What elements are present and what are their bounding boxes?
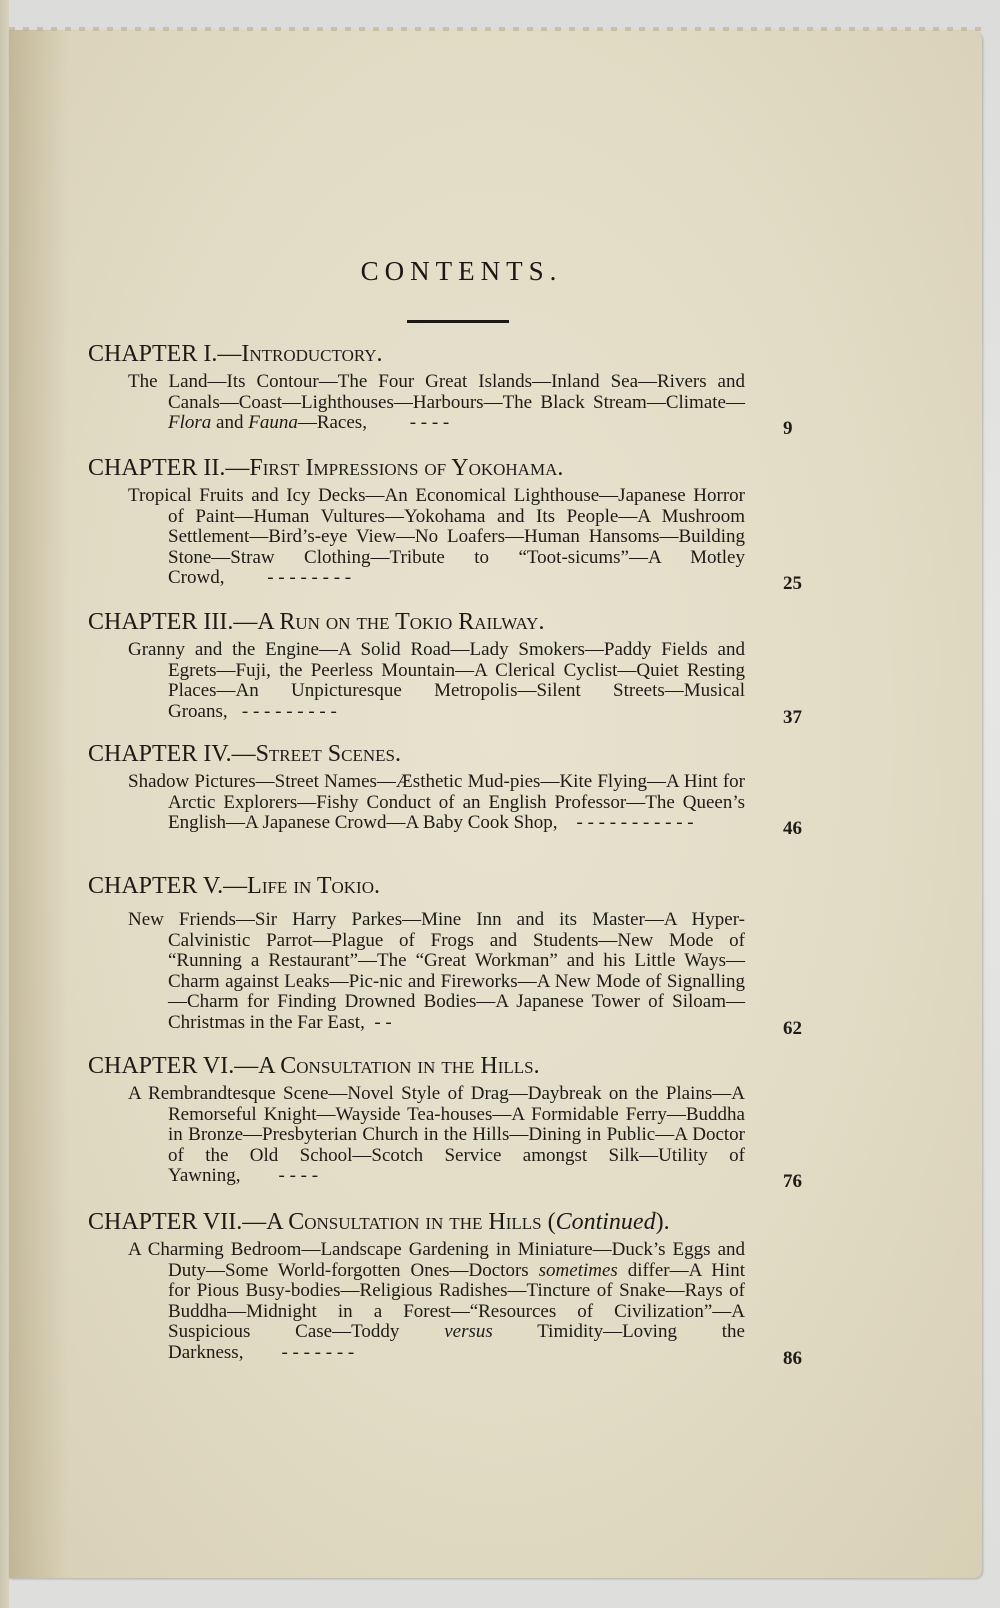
summary-text: and [211,412,249,433]
title-rule [407,320,509,323]
dot-leaders: - - - - - - - - - [241,700,337,722]
chapter-summary [128,371,793,439]
summary-text: —Races, [297,412,367,433]
chapter-title: A Run on the Tokio Railway. [257,609,545,635]
book-spine-edge [0,0,9,1608]
summary-text: New Friends—Sir Harry Parkes—Mine Inn and its Master—A Hyper-Calvinistic Parrot—Plague of Frogs and Students—New Mode of “Running a Restaurant”—The “Great Workman” and his Little Ways—Charm against Leaks—Pic-nic and Fireworks—A New Mode of Signalling—Charm for Finding Drowned Bodies—A Japanese Tower of Siloam—Christmas in the Far East, [128,909,745,1033]
page-title: CONTENTS. [360,256,563,286]
chapter-heading: CHAPTER V.—Life in Tokio. [88,873,380,899]
chapter-title: Life in Tokio. [247,873,380,899]
chapter-entry [88,608,848,728]
dot-leaders: - - - - [409,412,450,433]
chapter-summary [128,1083,802,1192]
chapter-entry [88,872,848,1039]
summary-text: The Land—Its Contour—The Four Great Islands—Inland Sea—Rivers and Canals—Coast—Lighthouses—Harbours—The Black Stream—Climate— [128,371,745,413]
chapter-number: CHAPTER II. [88,455,226,481]
summary-text: Timidity—Loving the Darkness, [168,1321,745,1363]
summary-italic: sometimes [538,1259,618,1281]
chapter-number: CHAPTER IV. [88,741,232,767]
chapter-heading: CHAPTER I.—Introductory. [88,341,383,367]
book-page [9,30,982,1578]
page-number: 86 [783,1347,802,1369]
chapter-heading: CHAPTER III.—A Run on the Tokio Railway. [88,609,545,635]
chapter-heading: CHAPTER VI.—A Consultation in the Hills. [88,1053,540,1079]
chapter-entry [88,340,848,439]
summary-text: A Rembrandtesque Scene—Novel Style of Drag—Daybreak on the Plains—A Remorseful Knight—Wayside Tea-houses—A Formidable Ferry—Buddha in Bronze—Presbyterian Church in the Hills—Dining in Public—A Doctor of the Old School—Scotch Service amongst Silk—Utility of Yawning, [128,1083,745,1186]
dot-leaders: - - - - - - - - - - - [576,812,694,833]
chapter-number: CHAPTER I. [88,341,218,367]
chapter-heading: CHAPTER VII.—A Consultation in the Hills (Continued). [88,1209,670,1235]
summary-italic: Flora [168,412,212,433]
chapter-entry [88,454,848,594]
chapter-summary [128,485,802,594]
chapter-number: CHAPTER VI. [88,1053,235,1079]
chapter-title: First Impressions of Yokohama. [249,455,564,481]
chapter-title-suffix: Continued [555,1209,656,1235]
dot-leaders: - - - - - - - [281,1341,355,1363]
chapter-entry [88,1052,848,1192]
page-number: 37 [783,706,802,728]
summary-text: differ—A Hint for Pious Busy-bodies—Religious Radishes—Tincture of Snake—Rays of Buddha—Midnight in a Forest—“Resources of Civilization”—A Suspicious Case—Toddy [168,1259,745,1342]
chapter-title: A Consultation in the Hills. [258,1053,540,1079]
summary-text: A Charming Bedroom—Landscape Gardening in Miniature—Duck’s Eggs and Duty—Some World-forgotten Ones—Doctors [128,1239,745,1281]
page-number: 9 [783,418,793,439]
dot-leaders: - - - - - - - - [267,567,352,588]
page-number: 76 [783,1171,802,1192]
chapter-title: A Consultation in the Hills [266,1209,542,1235]
page-number: 25 [783,573,802,594]
summary-text: Granny and the Engine—A Solid Road—Lady Smokers—Paddy Fields and Egrets—Fuji, the Peerless Mountain—A Clerical Cyclist—Quiet Resting Places—An Unpicturesque Metropolis—Silent Streets—Musical Groans, [128,639,745,722]
chapter-entry [88,740,848,839]
chapter-heading: CHAPTER II.—First Impressions of Yokohama. [88,455,564,481]
chapter-summary [128,639,802,728]
chapter-summary [128,1239,802,1369]
chapter-summary [128,771,802,839]
chapter-summary [128,909,802,1039]
chapter-number: CHAPTER VII. [88,1209,243,1235]
dot-leaders: - - [374,1011,392,1033]
chapter-heading: CHAPTER IV.—Street Scenes. [88,741,401,767]
dot-leaders: - - - - [278,1165,319,1186]
chapter-title: Street Scenes. [255,741,401,767]
page-number: 46 [783,818,802,839]
chapter-title: Introductory. [241,341,383,367]
page-number: 62 [783,1017,802,1039]
summary-italic: versus [444,1321,493,1342]
chapter-number: CHAPTER V. [88,873,224,899]
summary-text: Shadow Pictures—Street Names—Æsthetic Mud-pies—Kite Flying—A Hint for Arctic Explorers—Fishy Conduct of an English Professor—The Queen’s English—A Japanese Crowd—A Baby Cook Shop, [128,771,745,833]
chapter-number: CHAPTER III. [88,609,234,635]
chapter-entry [88,1208,848,1369]
summary-text: Tropical Fruits and Icy Decks—An Economical Lighthouse—Japanese Horror of Paint—Human Vultures—Yokohama and Its People—A Mushroom Settlement—Bird’s-eye View—No Loafers—Human Hansoms—Building Stone—Straw Clothing—Tribute to “Toot-sicums”—A Motley Crowd, [128,485,745,588]
summary-italic: Fauna [248,412,298,433]
